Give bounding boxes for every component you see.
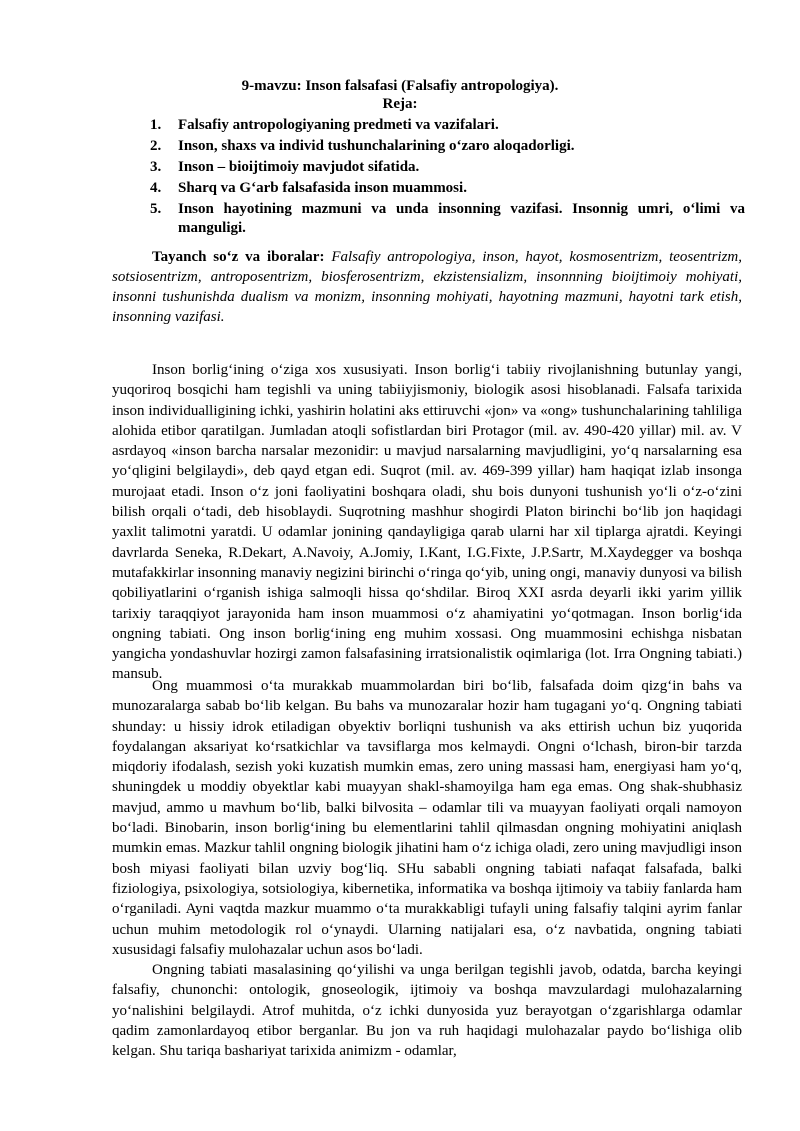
plan-item-text: Sharq va G‘arb falsafasida inson muammosi. xyxy=(178,180,467,196)
plan-item xyxy=(150,200,745,238)
plan-item-text: Inson hayotining mazmuni va unda insonning vazifasi. Insonnig umri, o‘limi va manguligi. xyxy=(178,201,745,236)
keywords-text: Falsafiy antropologiya, inson, hayot, kosmosentrizm, teosentrizm, sotsiosentrizm, antroposentrizm, biosferosentrizm, ekzistensializm, insonnning bioijtimoiy mohiyati, insonni tushunishda dualism va monizm, insonning mohiyati, hayotning mazmuni, hayotni tark etish, insonning vazifasi. xyxy=(112,249,743,325)
page-title: 9-mavzu: Inson falsafasi (Falsafiy antropologiya). xyxy=(241,78,559,94)
plan-list xyxy=(150,116,745,240)
plan-item xyxy=(150,137,745,156)
plan-item-text: Inson – bioijtimoiy mavjudot sifatida. xyxy=(178,159,420,175)
body-paragraph: Ongning tabiati masalasining qo‘yilishi va unga berilgan tegishli javob, odatda, barcha keyingi falsafiy, chunonchi: ontologik, gnoseologik, ijtimoiy va boshqa mavzulardagi mulohazalarning yo‘nalishini belgilaydi. Atrof muhitda, o‘z ichki dunyosida yuz berayotgan o‘zgarishlarga odamlar qadim zamonlardayoq etibor berganlar. Bu jon va ruh haqidagi mulohazalar paydo bo‘lishiga olib kelgan. Shu tariqa bashariyat tarixida animizm - odamlar, xyxy=(112,962,742,1060)
plan-item-number: 5. xyxy=(150,201,162,217)
plan-item-text: Falsafiy antropologiyaning predmeti va vazifalari. xyxy=(178,117,499,133)
body-paragraph: Inson borlig‘ining o‘ziga xos xususiyati. Inson borlig‘i tabiiy rivojlanishning butunlay yangi, yuqoriroq bosqichi ham tegishli va uning tabiiyjismoniy, biologik asosi hisoblanadi. Falsafa tarixida inson individualligining ichki, yashirin holatini aks ettiruvchi «jon» va «ong» tushunchalarining tahliliga alohida etibor qaratilgan. Jumladan atoqli sofistlardan biri Protagor (mil. av. 490-420 yillar) mil. av. V asrdayoq «inson barcha narsalar mezonidir: u mavjud narsalarning mavjudligini, yo‘q narsalarning esa yo‘qligini belgilaydi», deb qayd etgan edi. Suqrot (mil. av. 469-399 yillar) ham haqiqat izlab insonga murojaat etadi. Inson o‘z joni faoliyatini boshqara oladi, shu bois dunyoni tushunish yo‘li o‘z-o‘zini bilish orqali o‘tadi, deb hisoblaydi. Suqrotning mashhur shogirdi Platon birinchi bo‘lib jon haqidagi yaxlit talimotni yaratdi. U odamlar jonining qandayligiga qarab ularni har xil tiplarga ajratdi. Keyingi davrlarda Seneka, R.Dekart, A.Navoiy, A.Jomiy, I.Kant, I.G.Fixte, J.P.Sartr, M.Xaydegger va boshqa mutafakkirlar insonning manaviy negizini birinchi o‘ringa qo‘yib, uning ongi, manaviy dunyosi va bilish qobiliyatlarini o‘rganish ishiga salmoqli hissa qo‘shdilar. Biroq XXI asrda deyarli ikki yarim yillik tarixiy taraqqiyot jarayonida ham inson muammosi o‘z ahamiyatini yo‘qotmagan. Inson borlig‘ida ongning tabiati. Ong inson borlig‘ining eng muhim xossasi. Ong muammosini echishga nisbatan yangicha yondashuvlar hozirgi zamon falsafasining irratsionalistik oqimlariga (lot. Irra Ongning tabiati.) mansub. xyxy=(112,362,742,683)
plan-item-number: 4. xyxy=(150,180,162,196)
plan-label: Reja: xyxy=(382,96,418,112)
keywords-label: Tayanch so‘z va iboralar: xyxy=(152,249,325,265)
plan-item-text: Inson, shaxs va individ tushunchalarining o‘zaro aloqadorligi. xyxy=(178,138,575,154)
plan-item-number: 3. xyxy=(150,159,162,175)
body-paragraph: Ong muammosi o‘ta murakkab muammolardan biri bo‘lib, falsafada doim qizg‘in bahs va munozaralarga sabab bo‘lib kelgan. Bu bahs va munozaralar hozir ham tugagani yo‘q. Ongning tabiati shunday: u hissiy idrok etiladigan obyektiv borliqni tushunish va aks ettirish uchun biz yuqorida foydalangan aksariyat ko‘rsatkichlar va tavsiflarga mos kelmaydi. Ongni o‘lchash, biron-bir tarzda miqdoriy ifodalash, sezish yoki kuzatish mumkin emas, zero uning massasi ham, energiyasi ham yo‘q, shuningdek u moddiy obyektlar kabi muayyan shakl-shamoyilga ham ega emas. Ong shak-shubhasiz mavjud, ammo u mavhum bo‘lib, balki bilvosita – odamlar tili va muayyan faoliyati orqali namoyon bo‘ladi. Binobarin, inson borlig‘ining bu elementlarini tahlil qilmasdan ongning mohiyatini aniqlash mumkin emas. Mazkur tahlil ongning biologik jihatini ham o‘z ichiga oladi, zero uning mavjudligi inson bosh miyasi faoliyati bilan uzviy bog‘liq. SHu sababli ongning tabiati nafaqat falsafada, balki fiziologiya, psixologiya, sotsiologiya, kibernetika, informatika va boshqa ijtimoiy va tabiiy fanlarda ham o‘rganiladi. Ayni vaqtda mazkur muammo o‘ta murakkabligi tufayli uning falsafiy talqini ayrim fanlar uchun muhim metodologik rol o‘ynaydi. Ularning natijalari esa, o‘z navbatida, ongning tabiati xususidagi falsafiy mulohazalar uchun asos bo‘ladi. xyxy=(112,678,742,958)
plan-item xyxy=(150,116,745,135)
plan-item-number: 2. xyxy=(150,138,162,154)
plan-item xyxy=(150,179,745,198)
plan-item xyxy=(150,158,745,177)
plan-item-number: 1. xyxy=(150,117,162,133)
keywords-paragraph xyxy=(112,247,742,327)
